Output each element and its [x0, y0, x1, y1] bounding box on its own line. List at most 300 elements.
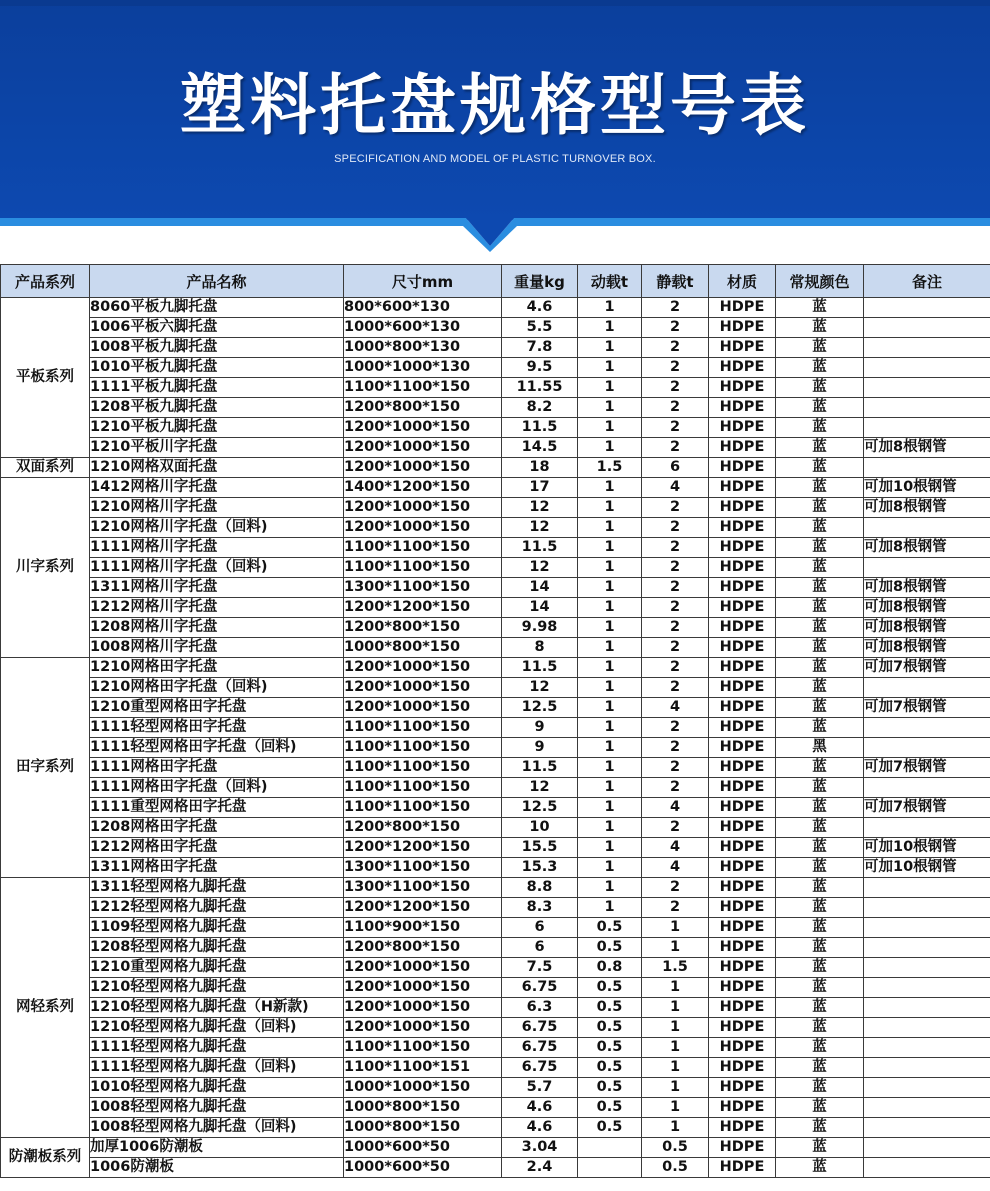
col-header-name: 产品名称 — [90, 265, 344, 298]
dynamic-load-cell: 0.5 — [578, 1018, 642, 1038]
table-row — [1, 578, 990, 598]
size-cell: 1100*1100*151 — [344, 1058, 502, 1078]
weight-cell: 6.75 — [502, 1018, 578, 1038]
table-row — [1, 418, 990, 438]
size-cell: 1200*800*150 — [344, 398, 502, 418]
weight-cell: 12 — [502, 778, 578, 798]
size-cell: 1200*1000*150 — [344, 418, 502, 438]
weight-cell: 3.04 — [502, 1138, 578, 1158]
product-name-cell: 1010平板九脚托盘 — [90, 358, 344, 378]
note-cell: 可加10根钢管 — [864, 858, 990, 878]
static-load-cell: 2 — [642, 418, 709, 438]
col-header-material: 材质 — [709, 265, 776, 298]
weight-cell: 4.6 — [502, 1098, 578, 1118]
series-cell: 防潮板系列 — [1, 1138, 90, 1178]
static-load-cell: 4 — [642, 798, 709, 818]
size-cell: 1100*1100*150 — [344, 778, 502, 798]
product-name-cell: 1008轻型网格九脚托盘（回料) — [90, 1118, 344, 1138]
size-cell: 1000*1000*130 — [344, 358, 502, 378]
color-cell: 蓝 — [776, 378, 864, 398]
note-cell: 可加8根钢管 — [864, 578, 990, 598]
dynamic-load-cell: 1 — [578, 718, 642, 738]
size-cell: 1000*800*150 — [344, 1118, 502, 1138]
material-cell: HDPE — [709, 638, 776, 658]
dynamic-load-cell: 1 — [578, 638, 642, 658]
table-row — [1, 358, 990, 378]
material-cell: HDPE — [709, 838, 776, 858]
note-cell — [864, 298, 990, 318]
static-load-cell: 2 — [642, 378, 709, 398]
color-cell: 蓝 — [776, 518, 864, 538]
size-cell: 1400*1200*150 — [344, 478, 502, 498]
product-name-cell: 1111轻型网格田字托盘（回料) — [90, 738, 344, 758]
material-cell: HDPE — [709, 998, 776, 1018]
note-cell — [864, 978, 990, 998]
size-cell: 1200*1000*150 — [344, 658, 502, 678]
note-cell: 可加8根钢管 — [864, 618, 990, 638]
color-cell: 蓝 — [776, 1058, 864, 1078]
dynamic-load-cell — [578, 1158, 642, 1178]
dynamic-load-cell: 1 — [578, 478, 642, 498]
note-cell — [864, 938, 990, 958]
weight-cell: 8.2 — [502, 398, 578, 418]
note-cell — [864, 1078, 990, 1098]
dynamic-load-cell: 1.5 — [578, 458, 642, 478]
static-load-cell: 2 — [642, 298, 709, 318]
color-cell: 蓝 — [776, 898, 864, 918]
material-cell: HDPE — [709, 778, 776, 798]
static-load-cell: 2 — [642, 818, 709, 838]
static-load-cell: 2 — [642, 898, 709, 918]
weight-cell: 12 — [502, 678, 578, 698]
page-subtitle: SPECIFICATION AND MODEL OF PLASTIC TURNOVER BOX. — [334, 153, 656, 165]
product-name-cell: 1111轻型网格九脚托盘（回料) — [90, 1058, 344, 1078]
table-row — [1, 998, 990, 1018]
size-cell: 1100*1100*150 — [344, 558, 502, 578]
weight-cell: 9.98 — [502, 618, 578, 638]
material-cell: HDPE — [709, 338, 776, 358]
static-load-cell: 2 — [642, 318, 709, 338]
material-cell: HDPE — [709, 1118, 776, 1138]
static-load-cell: 2 — [642, 358, 709, 378]
table-row — [1, 498, 990, 518]
material-cell: HDPE — [709, 898, 776, 918]
color-cell: 蓝 — [776, 778, 864, 798]
material-cell: HDPE — [709, 958, 776, 978]
table-row — [1, 1138, 990, 1158]
size-cell: 1200*800*150 — [344, 938, 502, 958]
dynamic-load-cell: 1 — [578, 298, 642, 318]
note-cell: 可加7根钢管 — [864, 658, 990, 678]
product-name-cell: 1210重型网格田字托盘 — [90, 698, 344, 718]
material-cell: HDPE — [709, 858, 776, 878]
product-name-cell: 1208网格川字托盘 — [90, 618, 344, 638]
size-cell: 1300*1100*150 — [344, 858, 502, 878]
series-cell: 平板系列 — [1, 298, 90, 458]
weight-cell: 11.5 — [502, 418, 578, 438]
note-cell — [864, 718, 990, 738]
color-cell: 蓝 — [776, 1018, 864, 1038]
note-cell — [864, 558, 990, 578]
static-load-cell: 6 — [642, 458, 709, 478]
col-header-color: 常规颜色 — [776, 265, 864, 298]
table-row — [1, 398, 990, 418]
color-cell: 蓝 — [776, 958, 864, 978]
size-cell: 1300*1100*150 — [344, 878, 502, 898]
col-header-note: 备注 — [864, 265, 990, 298]
color-cell: 蓝 — [776, 458, 864, 478]
table-row — [1, 778, 990, 798]
material-cell: HDPE — [709, 418, 776, 438]
table-row — [1, 598, 990, 618]
table-row — [1, 838, 990, 858]
note-cell: 可加8根钢管 — [864, 598, 990, 618]
note-cell — [864, 738, 990, 758]
size-cell: 1100*900*150 — [344, 918, 502, 938]
table-row — [1, 918, 990, 938]
weight-cell: 7.5 — [502, 958, 578, 978]
dynamic-load-cell: 1 — [578, 658, 642, 678]
material-cell: HDPE — [709, 618, 776, 638]
static-load-cell: 2 — [642, 718, 709, 738]
size-cell: 1000*600*50 — [344, 1158, 502, 1178]
note-cell — [864, 378, 990, 398]
weight-cell: 8.3 — [502, 898, 578, 918]
table-row — [1, 698, 990, 718]
dynamic-load-cell: 1 — [578, 598, 642, 618]
dynamic-load-cell: 1 — [578, 798, 642, 818]
product-name-cell: 1210平板川字托盘 — [90, 438, 344, 458]
size-cell: 1200*1000*150 — [344, 1018, 502, 1038]
table-row — [1, 638, 990, 658]
dynamic-load-cell: 1 — [578, 818, 642, 838]
size-cell: 1300*1100*150 — [344, 578, 502, 598]
note-cell — [864, 1118, 990, 1138]
size-cell: 1000*800*150 — [344, 638, 502, 658]
note-cell — [864, 778, 990, 798]
static-load-cell: 1 — [642, 1018, 709, 1038]
static-load-cell: 1.5 — [642, 958, 709, 978]
table-row — [1, 438, 990, 458]
note-cell: 可加10根钢管 — [864, 838, 990, 858]
weight-cell: 12 — [502, 518, 578, 538]
static-load-cell: 2 — [642, 398, 709, 418]
note-cell — [864, 918, 990, 938]
weight-cell: 4.6 — [502, 1118, 578, 1138]
product-name-cell: 1311网格田字托盘 — [90, 858, 344, 878]
header-banner — [0, 0, 990, 252]
dynamic-load-cell: 1 — [578, 378, 642, 398]
material-cell: HDPE — [709, 598, 776, 618]
color-cell: 蓝 — [776, 798, 864, 818]
static-load-cell: 2 — [642, 778, 709, 798]
product-name-cell: 1010轻型网格九脚托盘 — [90, 1078, 344, 1098]
product-name-cell: 1208轻型网格九脚托盘 — [90, 938, 344, 958]
note-cell — [864, 678, 990, 698]
table-row — [1, 858, 990, 878]
color-cell: 黑 — [776, 738, 864, 758]
table-row — [1, 758, 990, 778]
table-row — [1, 878, 990, 898]
size-cell: 1200*1000*150 — [344, 518, 502, 538]
product-name-cell: 1006防潮板 — [90, 1158, 344, 1178]
static-load-cell: 1 — [642, 938, 709, 958]
color-cell: 蓝 — [776, 338, 864, 358]
table-row — [1, 1098, 990, 1118]
material-cell: HDPE — [709, 398, 776, 418]
table-row — [1, 818, 990, 838]
note-cell: 可加8根钢管 — [864, 438, 990, 458]
note-cell: 可加7根钢管 — [864, 698, 990, 718]
dynamic-load-cell: 1 — [578, 778, 642, 798]
size-cell: 1000*1000*150 — [344, 1078, 502, 1098]
weight-cell: 5.5 — [502, 318, 578, 338]
color-cell: 蓝 — [776, 478, 864, 498]
weight-cell: 6.75 — [502, 978, 578, 998]
table-row — [1, 378, 990, 398]
static-load-cell: 0.5 — [642, 1158, 709, 1178]
color-cell: 蓝 — [776, 718, 864, 738]
weight-cell: 12 — [502, 498, 578, 518]
static-load-cell: 2 — [642, 758, 709, 778]
color-cell: 蓝 — [776, 818, 864, 838]
color-cell: 蓝 — [776, 698, 864, 718]
size-cell: 1200*1000*150 — [344, 438, 502, 458]
material-cell: HDPE — [709, 718, 776, 738]
dynamic-load-cell: 1 — [578, 698, 642, 718]
table-header-row — [1, 265, 990, 298]
material-cell: HDPE — [709, 658, 776, 678]
product-name-cell: 加厚1006防潮板 — [90, 1138, 344, 1158]
color-cell: 蓝 — [776, 298, 864, 318]
size-cell: 1200*1000*150 — [344, 498, 502, 518]
table-row — [1, 618, 990, 638]
product-name-cell: 1111轻型网格九脚托盘 — [90, 1038, 344, 1058]
dynamic-load-cell: 1 — [578, 578, 642, 598]
weight-cell: 5.7 — [502, 1078, 578, 1098]
dynamic-load-cell: 1 — [578, 398, 642, 418]
dynamic-load-cell: 1 — [578, 498, 642, 518]
weight-cell: 12.5 — [502, 798, 578, 818]
size-cell: 1100*1100*150 — [344, 718, 502, 738]
table-row — [1, 1058, 990, 1078]
dynamic-load-cell: 1 — [578, 738, 642, 758]
color-cell: 蓝 — [776, 658, 864, 678]
table-row — [1, 1118, 990, 1138]
note-cell: 可加7根钢管 — [864, 758, 990, 778]
dynamic-load-cell: 1 — [578, 758, 642, 778]
static-load-cell: 2 — [642, 498, 709, 518]
table-row — [1, 1018, 990, 1038]
table-row — [1, 798, 990, 818]
note-cell — [864, 518, 990, 538]
note-cell — [864, 1098, 990, 1118]
color-cell: 蓝 — [776, 418, 864, 438]
note-cell — [864, 1038, 990, 1058]
material-cell: HDPE — [709, 1158, 776, 1178]
weight-cell: 8 — [502, 638, 578, 658]
color-cell: 蓝 — [776, 498, 864, 518]
static-load-cell: 1 — [642, 1078, 709, 1098]
static-load-cell: 0.5 — [642, 1138, 709, 1158]
note-cell — [864, 1138, 990, 1158]
table-row — [1, 738, 990, 758]
dynamic-load-cell: 0.5 — [578, 1098, 642, 1118]
dynamic-load-cell — [578, 1138, 642, 1158]
note-cell — [864, 958, 990, 978]
table-row — [1, 318, 990, 338]
static-load-cell: 4 — [642, 698, 709, 718]
note-cell — [864, 1158, 990, 1178]
dynamic-load-cell: 0.5 — [578, 1118, 642, 1138]
table-row — [1, 338, 990, 358]
product-name-cell: 1210平板九脚托盘 — [90, 418, 344, 438]
color-cell: 蓝 — [776, 598, 864, 618]
color-cell: 蓝 — [776, 318, 864, 338]
dynamic-load-cell: 1 — [578, 898, 642, 918]
static-load-cell: 1 — [642, 918, 709, 938]
series-cell: 川字系列 — [1, 478, 90, 658]
static-load-cell: 1 — [642, 1038, 709, 1058]
color-cell: 蓝 — [776, 678, 864, 698]
product-name-cell: 1311轻型网格九脚托盘 — [90, 878, 344, 898]
spec-table — [0, 264, 990, 1178]
product-name-cell: 1210轻型网格九脚托盘 — [90, 978, 344, 998]
weight-cell: 12.5 — [502, 698, 578, 718]
weight-cell: 2.4 — [502, 1158, 578, 1178]
weight-cell: 9 — [502, 718, 578, 738]
size-cell: 1000*800*150 — [344, 1098, 502, 1118]
product-name-cell: 1111轻型网格田字托盘 — [90, 718, 344, 738]
weight-cell: 6 — [502, 938, 578, 958]
color-cell: 蓝 — [776, 1078, 864, 1098]
static-load-cell: 2 — [642, 618, 709, 638]
color-cell: 蓝 — [776, 938, 864, 958]
series-cell: 双面系列 — [1, 458, 90, 478]
product-name-cell: 1210重型网格九脚托盘 — [90, 958, 344, 978]
weight-cell: 10 — [502, 818, 578, 838]
dynamic-load-cell: 0.5 — [578, 998, 642, 1018]
col-header-series: 产品系列 — [1, 265, 90, 298]
product-name-cell: 1006平板六脚托盘 — [90, 318, 344, 338]
product-name-cell: 1210网格川字托盘 — [90, 498, 344, 518]
table-body — [1, 298, 990, 1178]
dynamic-load-cell: 0.8 — [578, 958, 642, 978]
static-load-cell: 2 — [642, 578, 709, 598]
color-cell: 蓝 — [776, 878, 864, 898]
dynamic-load-cell: 0.5 — [578, 1078, 642, 1098]
product-name-cell: 1212网格川字托盘 — [90, 598, 344, 618]
weight-cell: 9.5 — [502, 358, 578, 378]
table-row — [1, 1158, 990, 1178]
static-load-cell: 1 — [642, 978, 709, 998]
table-row — [1, 478, 990, 498]
weight-cell: 15.3 — [502, 858, 578, 878]
static-load-cell: 2 — [642, 738, 709, 758]
material-cell: HDPE — [709, 798, 776, 818]
weight-cell: 4.6 — [502, 298, 578, 318]
weight-cell: 9 — [502, 738, 578, 758]
product-name-cell: 1210网格双面托盘 — [90, 458, 344, 478]
table-row — [1, 658, 990, 678]
static-load-cell: 2 — [642, 518, 709, 538]
static-load-cell: 1 — [642, 1098, 709, 1118]
product-name-cell: 1111重型网格田字托盘 — [90, 798, 344, 818]
note-cell: 可加8根钢管 — [864, 638, 990, 658]
dynamic-load-cell: 1 — [578, 438, 642, 458]
note-cell: 可加8根钢管 — [864, 498, 990, 518]
dynamic-load-cell: 0.5 — [578, 918, 642, 938]
material-cell: HDPE — [709, 738, 776, 758]
note-cell — [864, 998, 990, 1018]
static-load-cell: 1 — [642, 1118, 709, 1138]
size-cell: 1200*1000*150 — [344, 978, 502, 998]
size-cell: 1200*1000*150 — [344, 698, 502, 718]
static-load-cell: 2 — [642, 658, 709, 678]
table-row — [1, 718, 990, 738]
static-load-cell: 2 — [642, 638, 709, 658]
note-cell — [864, 338, 990, 358]
product-name-cell: 1412网格川字托盘 — [90, 478, 344, 498]
material-cell: HDPE — [709, 518, 776, 538]
color-cell: 蓝 — [776, 438, 864, 458]
size-cell: 1200*1000*150 — [344, 958, 502, 978]
product-name-cell: 1212网格田字托盘 — [90, 838, 344, 858]
product-name-cell: 1111网格田字托盘 — [90, 758, 344, 778]
size-cell: 1200*1000*150 — [344, 678, 502, 698]
product-name-cell: 1210轻型网格九脚托盘（回料) — [90, 1018, 344, 1038]
material-cell: HDPE — [709, 978, 776, 998]
weight-cell: 6 — [502, 918, 578, 938]
weight-cell: 14 — [502, 598, 578, 618]
product-name-cell: 1210网格川字托盘（回料) — [90, 518, 344, 538]
size-cell: 1100*1100*150 — [344, 538, 502, 558]
color-cell: 蓝 — [776, 1038, 864, 1058]
weight-cell: 14.5 — [502, 438, 578, 458]
material-cell: HDPE — [709, 758, 776, 778]
color-cell: 蓝 — [776, 358, 864, 378]
size-cell: 1100*1100*150 — [344, 378, 502, 398]
static-load-cell: 2 — [642, 538, 709, 558]
dynamic-load-cell: 1 — [578, 838, 642, 858]
note-cell — [864, 358, 990, 378]
product-name-cell: 8060平板九脚托盘 — [90, 298, 344, 318]
material-cell: HDPE — [709, 1098, 776, 1118]
static-load-cell: 2 — [642, 338, 709, 358]
product-name-cell: 1210网格田字托盘 — [90, 658, 344, 678]
color-cell: 蓝 — [776, 978, 864, 998]
static-load-cell: 4 — [642, 858, 709, 878]
color-cell: 蓝 — [776, 398, 864, 418]
weight-cell: 18 — [502, 458, 578, 478]
material-cell: HDPE — [709, 878, 776, 898]
color-cell: 蓝 — [776, 1138, 864, 1158]
color-cell: 蓝 — [776, 758, 864, 778]
material-cell: HDPE — [709, 298, 776, 318]
note-cell: 可加10根钢管 — [864, 478, 990, 498]
size-cell: 1200*1200*150 — [344, 898, 502, 918]
note-cell — [864, 878, 990, 898]
static-load-cell: 1 — [642, 1058, 709, 1078]
dynamic-load-cell: 1 — [578, 678, 642, 698]
material-cell: HDPE — [709, 938, 776, 958]
product-name-cell: 1109轻型网格九脚托盘 — [90, 918, 344, 938]
material-cell: HDPE — [709, 1078, 776, 1098]
size-cell: 1000*600*130 — [344, 318, 502, 338]
dynamic-load-cell: 0.5 — [578, 1038, 642, 1058]
note-cell — [864, 1018, 990, 1038]
dynamic-load-cell: 1 — [578, 518, 642, 538]
